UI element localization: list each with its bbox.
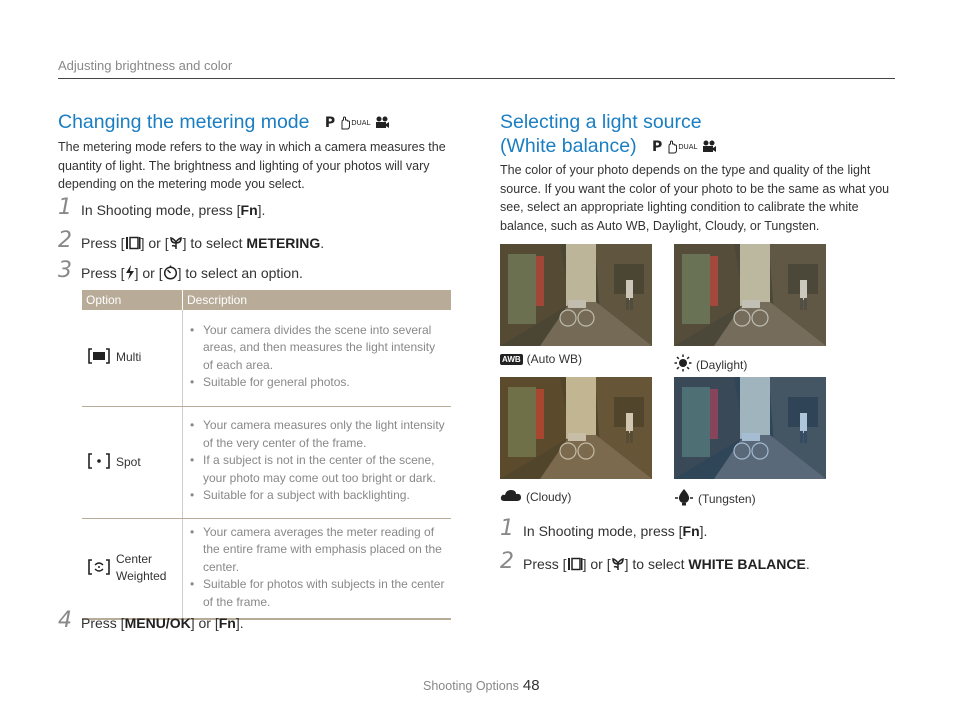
white-balance-intro: The color of your photo depends on the type and quality of the light source. If you want the color of your photo to be the same as what you see, select an appropriate lighting condition to calibrate the white balance, such as Auto WB, Daylight, Cloudy, or Tungsten. xyxy=(500,163,890,233)
metering-mode-title: Changing the metering mode xyxy=(58,111,310,133)
option-label-spot: Spot xyxy=(116,454,141,469)
photo-auto-wb xyxy=(500,244,652,346)
header-rule xyxy=(58,78,895,79)
table-row xyxy=(82,310,451,406)
daylight-icon xyxy=(674,354,692,375)
metering-spot-icon xyxy=(88,453,110,472)
display-button-icon xyxy=(125,236,141,253)
footer-section: Shooting Options xyxy=(423,679,519,693)
list-item: • Suitable for general photos. xyxy=(184,374,446,392)
fn-key: Fn xyxy=(240,202,258,218)
caption-cloudy: (Cloudy) xyxy=(500,488,571,505)
option-label-multi: Multi xyxy=(116,350,142,365)
white-balance-title-line2: (White balance) xyxy=(500,135,637,157)
caption-auto-wb: AWB (Auto WB) xyxy=(502,352,583,366)
section-header: Adjusting brightness and color xyxy=(58,58,233,73)
flash-button-icon xyxy=(125,265,135,283)
list-item: • Your camera divides the scene into several areas, and then measures the light intensity of each area. xyxy=(184,322,446,375)
program-mode-icon: P xyxy=(651,138,663,155)
list-item: • Suitable for photos with subjects in the center of the frame. xyxy=(184,576,446,611)
metering-center-icon xyxy=(88,559,110,578)
page-number: 48 xyxy=(522,677,540,694)
white-balance-title-line1: Selecting a light source xyxy=(500,111,702,133)
macro-button-icon xyxy=(611,557,625,574)
caption-daylight: (Daylight) xyxy=(674,354,747,375)
tungsten-icon xyxy=(674,488,694,509)
photo-cloudy xyxy=(500,377,652,479)
mode-icons xyxy=(652,135,717,159)
table-header-description: Description xyxy=(183,290,452,310)
movie-mode-icon xyxy=(701,135,717,159)
table-row xyxy=(82,406,451,518)
auto-wb-icon: AWB xyxy=(502,354,521,364)
metering-intro: The metering mode refers to the way in which a camera measures the quantity of light. The brightness and lighting of your photos will vary depending on the metering mode you select. xyxy=(58,140,446,191)
program-mode-icon: P xyxy=(324,114,336,131)
caption-tungsten: (Tungsten) xyxy=(674,488,756,509)
photo-tungsten xyxy=(674,377,826,479)
timer-button-icon xyxy=(163,265,178,283)
fn-key: Fn xyxy=(682,523,700,539)
movie-mode-icon xyxy=(374,111,390,135)
macro-button-icon xyxy=(169,236,183,253)
fn-key: Fn xyxy=(218,615,236,631)
menu-ok-key: MENU/OK xyxy=(124,615,191,631)
metering-mode-heading xyxy=(58,110,390,135)
white-balance-heading xyxy=(500,110,717,159)
metering-multi-icon xyxy=(88,348,110,367)
list-item: • Your camera measures only the light intensity of the very center of the frame. xyxy=(184,417,446,452)
page-footer xyxy=(423,677,540,694)
dual-is-icon: DUAL xyxy=(666,135,697,159)
metering-options-table xyxy=(82,290,451,620)
mode-icons xyxy=(325,111,390,135)
display-button-icon xyxy=(567,557,583,574)
table-header-option: Option xyxy=(82,290,183,310)
dual-is-icon: DUAL xyxy=(339,111,370,135)
table-row xyxy=(82,518,451,619)
list-item: • Suitable for a subject with backlighting. xyxy=(184,487,446,505)
list-item: • If a subject is not in the center of the scene, your photo may come out too bright or dark. xyxy=(184,452,446,487)
option-label-center-weighted: Center Weighted xyxy=(116,552,167,584)
list-item: • Your camera averages the meter reading of the entire frame with emphasis placed on the center. xyxy=(184,524,446,577)
photo-daylight xyxy=(674,244,826,346)
cloudy-icon xyxy=(500,488,522,505)
